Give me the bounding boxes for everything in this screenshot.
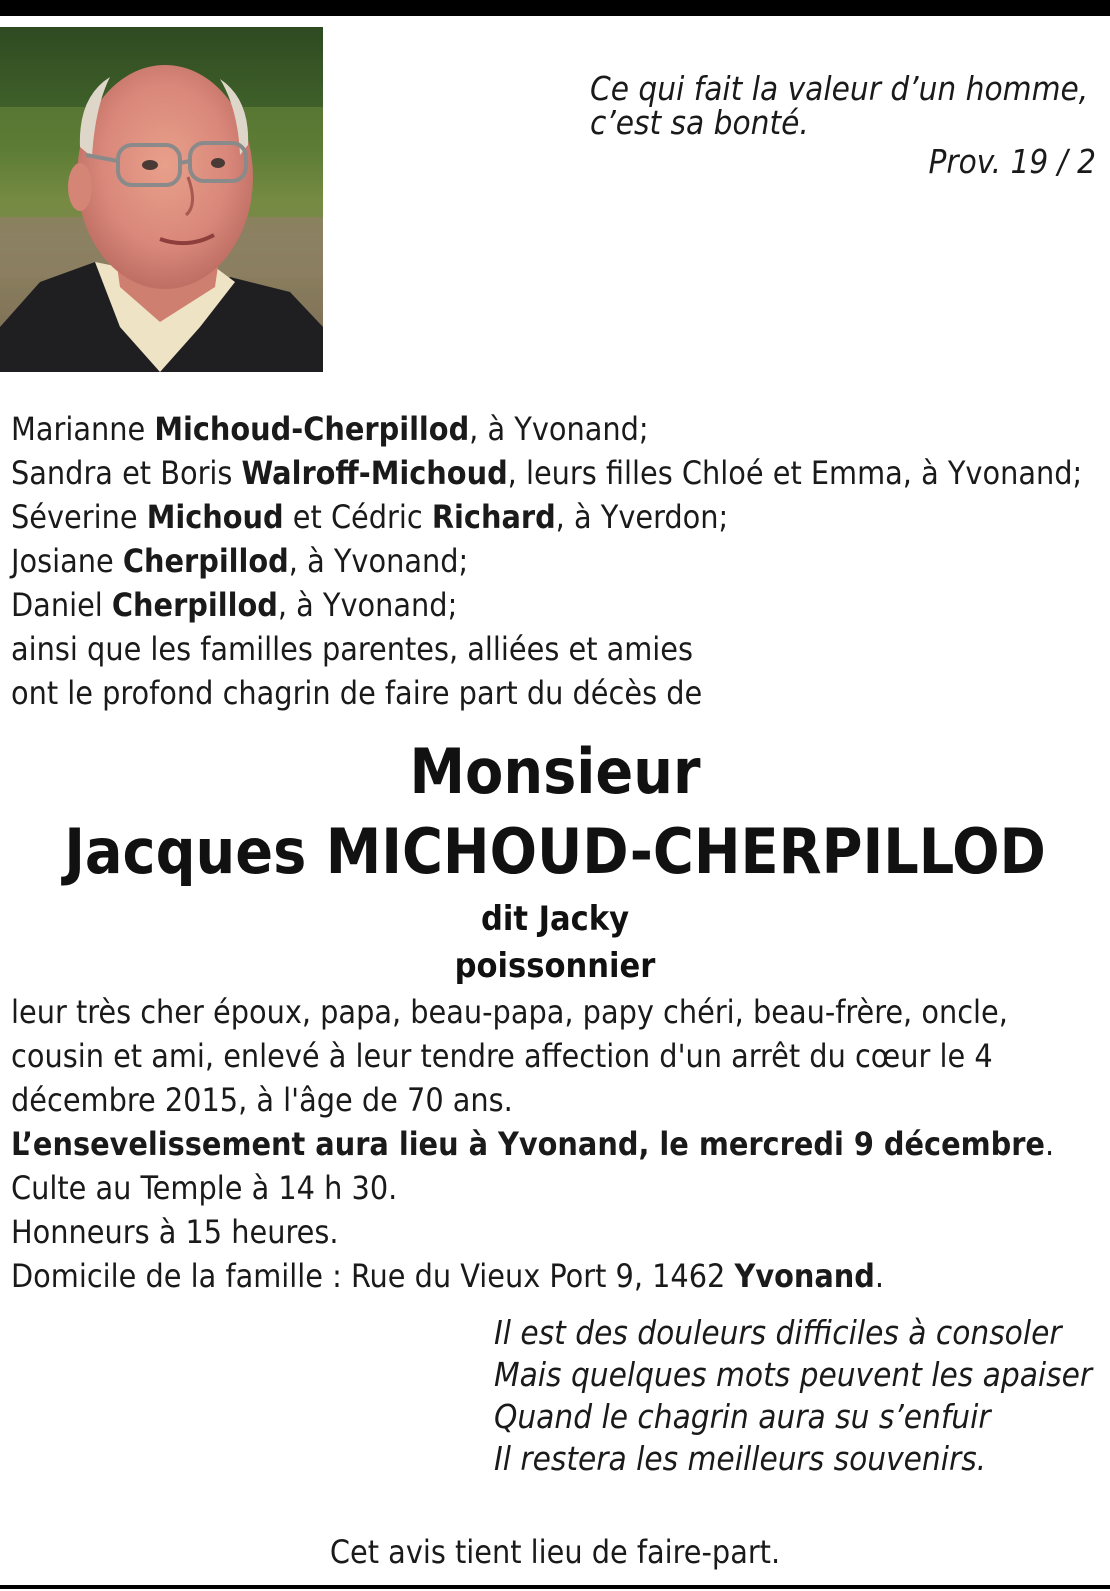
family-location: , à Yverdon; (555, 498, 729, 536)
family-surname: Cherpillod (111, 586, 278, 624)
top-rule (0, 0, 1110, 16)
portrait-illustration (0, 27, 323, 372)
service-line: Culte au Temple à 14 h 30. (11, 1169, 398, 1207)
poem-line: Il restera les meilleurs souvenirs. (494, 1439, 987, 1478)
family-line (11, 583, 1106, 627)
family-list (11, 407, 1106, 715)
body-line-1: leur très cher époux, papa, beau-papa, papy chéri, beau-frère, oncle, (11, 993, 1008, 1031)
family-partner-name: et Cédric (283, 498, 432, 536)
family-surname: Walroff-Michoud (241, 454, 508, 492)
family-first-name: Séverine (11, 498, 147, 536)
family-location: , à Yvonand; (277, 586, 458, 624)
domicile-period: . (874, 1257, 885, 1295)
notice-text: Cet avis tient lieu de faire-part. (329, 1533, 781, 1571)
family-line (11, 407, 1106, 451)
family-first-name: Daniel (11, 586, 112, 624)
family-partner-surname: Richard (431, 498, 556, 536)
poem-line: Il est des douleurs difficiles à consoler (494, 1313, 1062, 1352)
family-first-name: Sandra et Boris (11, 454, 242, 492)
deceased-alias: dit Jacky (480, 899, 630, 939)
family-location: , à Yvonand; (469, 410, 649, 448)
quote-line-2: c’est sa bonté. (590, 103, 809, 142)
family-line (11, 495, 1106, 539)
family-surname: Michoud-Cherpillod (154, 410, 470, 448)
domicile-line (11, 1254, 1106, 1298)
family-surname: Michoud (146, 498, 284, 536)
bottom-rule (0, 1585, 1110, 1589)
family-line (11, 451, 1106, 495)
intro-line-2: ont le profond chagrin de faire part du décès de (11, 674, 703, 712)
deceased-occupation: poissonnier (454, 946, 656, 986)
body-line-2: cousin et ami, enlevé à leur tendre affection d'un arrêt du cœur le 4 (11, 1037, 993, 1075)
deceased-name: Jacques MICHOUD-CHERPILLOD (64, 815, 1046, 888)
family-first-name: Josiane (11, 542, 123, 580)
portrait-photo (0, 27, 323, 372)
deceased-title: Monsieur (409, 735, 701, 808)
funeral-line (11, 1122, 1106, 1166)
poem-line: Mais quelques mots peuvent les apaiser (494, 1355, 1093, 1394)
closing-poem (494, 1312, 1104, 1480)
family-location: , à Yvonand; (288, 542, 469, 580)
quote-reference: Prov. 19 / 2 (928, 142, 1096, 181)
family-surname: Cherpillod (122, 542, 289, 580)
epigraph-quote (590, 69, 1095, 142)
poem-line: Quand le chagrin aura su s’enfuir (494, 1397, 991, 1436)
honours-line: Honneurs à 15 heures. (11, 1213, 339, 1251)
funeral-info: L’ensevelissement aura lieu à Yvonand, le mercredi 9 décembre (11, 1125, 1045, 1163)
family-first-name: Marianne (11, 410, 155, 448)
funeral-period: . (1044, 1125, 1055, 1163)
quote-line-1: Ce qui fait la valeur d’un homme, (590, 69, 1089, 108)
intro-line-1: ainsi que les familles parentes, alliées et amies (11, 630, 694, 668)
family-line (11, 539, 1106, 583)
body-line-3: décembre 2015, à l'âge de 70 ans. (11, 1081, 513, 1119)
domicile-address: Domicile de la famille : Rue du Vieux Port 9, 1462 (11, 1257, 735, 1295)
announcement-body (11, 990, 1106, 1298)
domicile-town: Yvonand (734, 1257, 875, 1295)
family-location: , leurs filles Chloé et Emma, à Yvonand; (507, 454, 1083, 492)
